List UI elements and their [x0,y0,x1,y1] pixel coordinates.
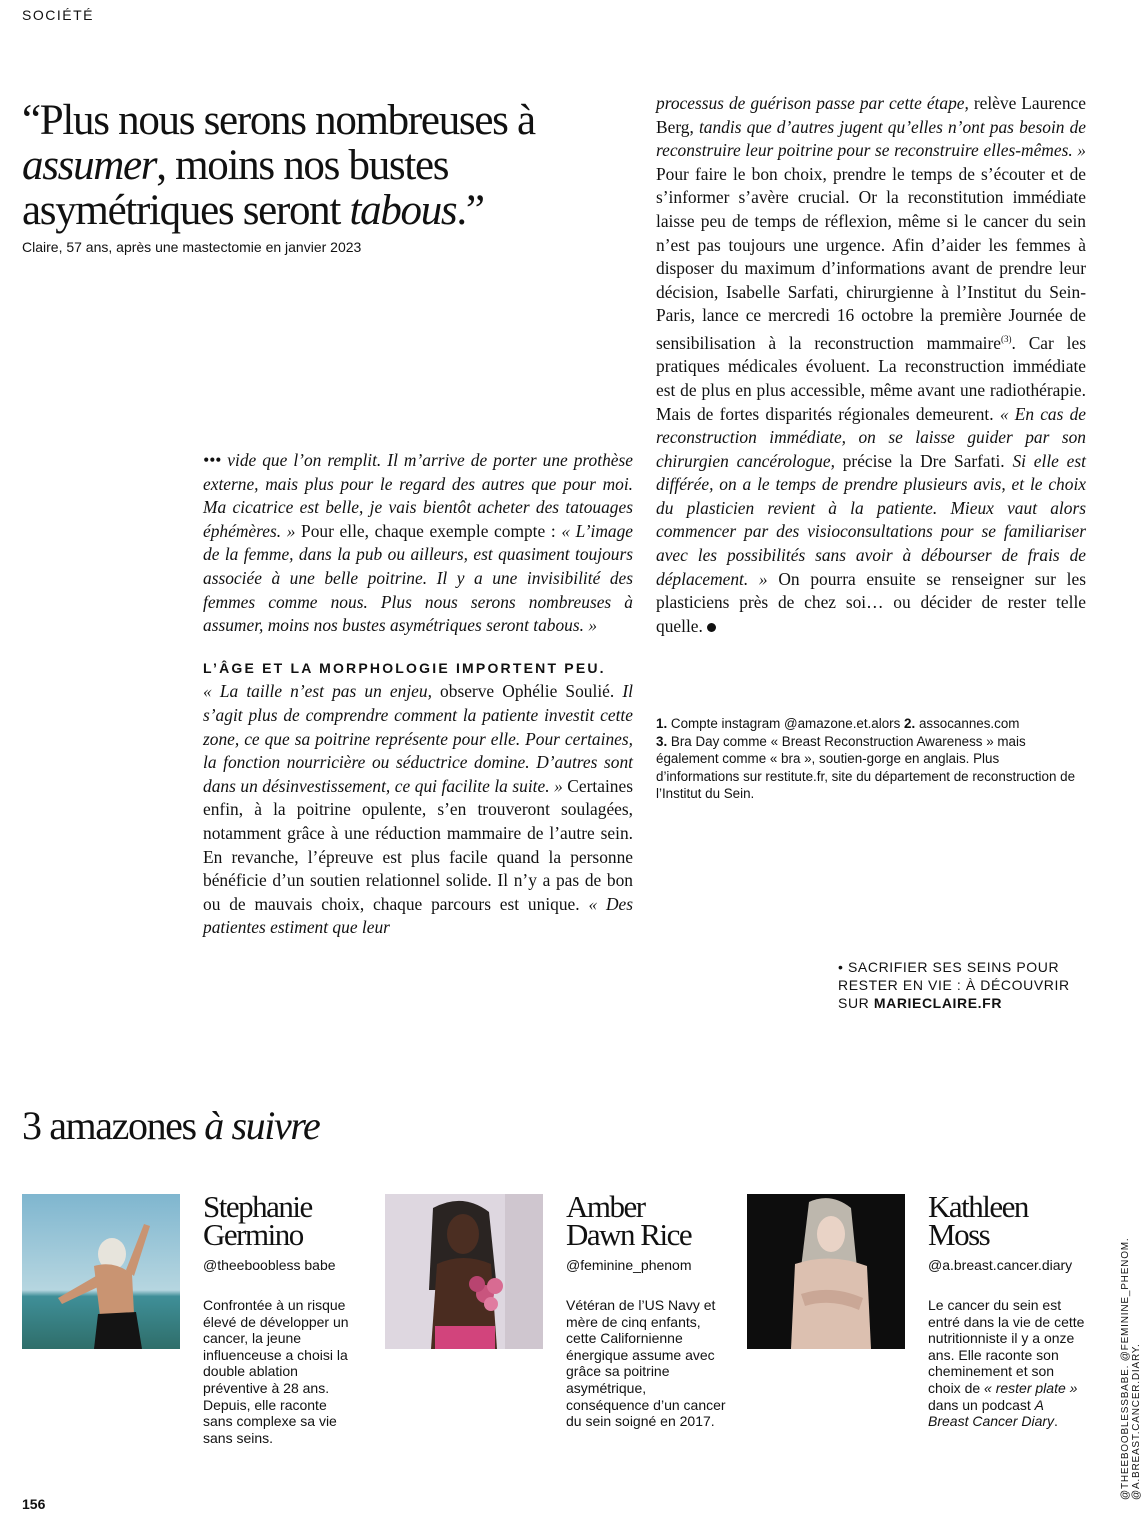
promo-link[interactable]: MARIECLAIRE.FR [873,995,1003,1011]
profile-name: Kathleen Moss [928,1189,1028,1252]
page-number: 156 [22,1496,46,1512]
paragraph: ••• vide que l’on remplit. Il m’arrive de porter une prothèse externe, mais plus pour le regard des autres que pour moi. Ma cicatrice est belle, je vais bientôt acheter des tatouages éphémères. » Pour elle, chaque exemple compte : « L’image de la femme, dans la pub ou ailleurs, est quasiment toujours associée à une belle poitrine. Il y a une invisibilité des femmes comme nous. Plus nous serons nombreuses à assumer, moins nos bustes asymétriques seront tabous. » [203,450,633,636]
profile-photo [747,1194,905,1349]
profile-name: Amber Dawn Rice [566,1189,692,1252]
pull-quote: “Plus nous serons nombreuses à assumer, moins nos bustes asymétriques seront tabous.” [22,97,535,234]
photo-credit: @THEEBOOBLESSBABE. @FEMININE_PHENOM. @A.BREAST.CANCER.DIARY. [1120,1237,1142,1500]
article-column-middle [203,449,633,940]
end-mark-icon [707,623,716,632]
section-label: SOCIÉTÉ [22,7,94,23]
paragraph: processus de guérison passe par cette étape, relève Laurence Berg, tandis que d’autres jugent qu’elles n’ont pas besoin de reconstruire leur poitrine pour se reconstruire elles-mêmes. » Pour faire le bon choix, prendre le temps de s’écouter et de s’informer s’avère crucial. Or la reconstitution immédiate laisse peu de temps de réflexion, même si le cancer du sein n’est pas toujours une urgence. Afin d’aider les femmes à disposer du maximum d’informations avant de prendre leur décision, Isabelle Sarfati, chirurgienne à l’Institut du Sein-Paris, lance ce mercredi 16 octobre la première Journée de sensibilisation à la reconstruction mammaire$^{(3)}$. Car les pratiques médicales évoluent. La reconstruction immédiate est de plus en plus accessible, même avant une radiothérapie. Mais de fortes disparités régionales demeurent. « En cas de reconstruction immédiate, on se laisse guider par son chirurgien cancérologue, précise la Dre Sarfati. Si elle est différée, on a le temps de prendre plusieurs avis, et le choix du plasticien revient à la patiente. Mieux vaut alors commencer par des visioconsultations pour se familiariser avec les possibilités sans avoir à débourser de frais de déplacement. » On pourra ensuite se renseigner sur les plasticiens près de chez soi… ou décider de rester telle quelle. [656,93,1087,636]
profile-card [566,1189,726,1430]
web-promo: • SACRIFIER SES SEINS POUR RESTER EN VIE : À DÉCOUVRIR SUR MARIECLAIRE.FR [838,959,1070,1011]
profile-photo [22,1194,180,1349]
profile-name: Stephanie Germino [203,1189,312,1252]
subheading: L’ÂGE ET LA MORPHOLOGIE IMPORTENT PEU. [203,659,606,676]
article-column-right [656,92,1086,638]
quote-caption: Claire, 57 ans, après une mastectomie en janvier 2023 [22,239,362,255]
profile-description: Le cancer du sein est entré dans la vie de cette nutritionniste il y a onze ans. Elle raconte son cheminement et son choix de « rester plate » dans un podcast A Breast Cancer Diary. [928,1297,1085,1430]
profile-handle[interactable]: @theeboobless babe [203,1257,336,1273]
profile-card [203,1189,359,1446]
profile-description: Vétéran de l’US Navy et mère de cinq enfants, cette Californienne énergique assume avec grâce sa poitrine asymétrique, conséquence d’un cancer du sein soigné en 2017. [566,1297,726,1430]
profile-handle[interactable]: @a.breast.cancer.diary [928,1257,1073,1273]
paragraph: L’ÂGE ET LA MORPHOLOGIE IMPORTENT PEU. « La taille n’est pas un enjeu, observe Ophélie Soulié. Il s’agit plus de comprendre comment la patiente investit cette zone, ce que sa poitrine représente pour elle. Pour certaines, la fonction nourricière ou séductrice domine. D’autres sont dans un désinvestissement, ce qui facilite la suite. » Certaines enfin, à la poitrine opulente, s’en trouveront soulagées, notamment grâce à une réduction mammaire de l’autre sein. En revanche, l’épreuve est plus facile quand la personne bénéficie d’un soutien relationnel solide. Il n’y a pas de bon ou de mauvais choix, chaque parcours est unique. « Des patientes estiment que leur [203,659,633,938]
feature-title: 3 amazones à suivre [22,1103,320,1148]
footnotes: 1. Compte instagram @amazone.et.alors 2. assocannes.com 3. Bra Day comme « Breast Reconstruction Awareness » mais également comme « bra », soutien-gorge en anglais. Plus d’informations sur restitute.fr, site du département de reconstruction de l’Institut du Sein. [656,716,1076,802]
profile-card [928,1189,1086,1430]
profile-photo [385,1194,543,1349]
profile-description: Confrontée à un risque élevé de développer un cancer, la jeune influenceuse a choisi la double ablation préventive à 28 ans. Depuis, elle raconte sans complexe sa vie sans seins. [203,1297,349,1446]
profile-handle[interactable]: @feminine_phenom [566,1257,692,1273]
